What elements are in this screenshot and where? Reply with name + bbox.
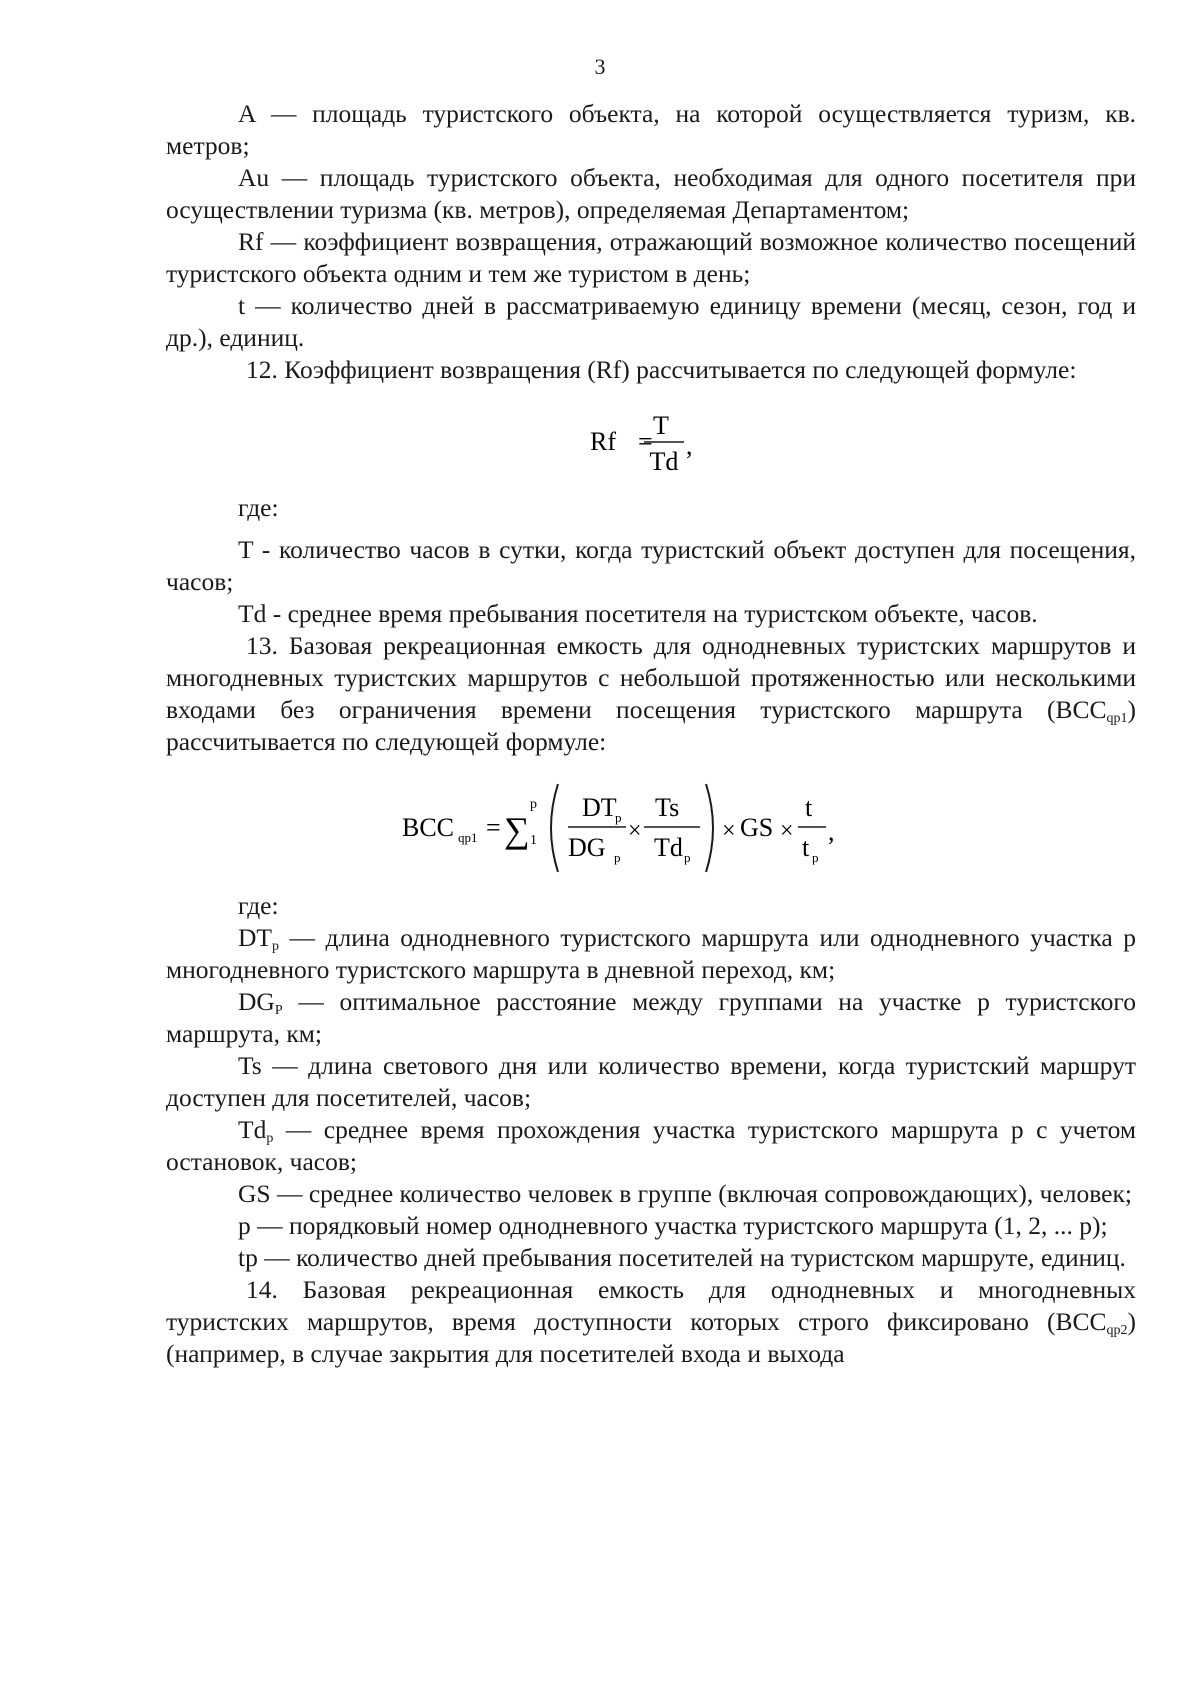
formula-frac3-den: t [802,833,810,862]
definition-ts: Ts — длина светового дня или количество времени, когда туристский маршрут доступен для посетителей, часов; [166,1051,1136,1112]
paragraph-13: 13. Базовая рекреационная емкость для однодневных туристских маршрутов и многодневных туристских маршрутов с небольшой протяженностью или несколькими входами без ограничения времени посещения туристского маршрута $(BCC_{qp1})$ рассчитывается по следующей формуле: [166,631,1136,756]
definition-dgp: $DG_P$ — оптимальное расстояние между группами на участке p туристского маршрута, км; [166,987,1136,1048]
paragraph-14: 14. Базовая рекреационная емкость для однодневных и многодневных туристских маршрутов, время доступности которых строго фиксировано $(BCC_{qp2})$ (например, в случае закрытия для посетителей входа и выхода [166,1275,1136,1368]
formula-bcc-svg [166,770,1136,882]
formula-sum-sup: p [530,797,537,812]
formula-bcc-lhs: BCC [402,813,455,842]
paragraph-Td-definition: Td - среднее время пребывания посетителя на туристском объекте, часов. [238,599,1038,628]
formula-frac1-den-sub: p [614,850,621,865]
paragraph-12: 12. Коэффициент возвращения (Rf) рассчитывается по следующей формуле: [246,355,1077,384]
paragraph-rf-definition: Rf — коэффициент возвращения, отражающий возможное количество посещений туристского объекта одним и тем же туристом в день; [166,227,1136,288]
formula-rf-equals: = [638,427,653,456]
paragraph-au-definition: Au — площадь туристского объекта, необходимая для одного посетителя при осуществлении туризма (кв. метров), определяемая Департаментом; [166,163,1136,224]
formula-sum-sign: ∑ [504,810,530,850]
formula-rf-svg [166,394,1136,486]
where-label-1: где: [238,493,279,522]
document-body [166,98,1136,1370]
formula-times-1: × [628,818,642,844]
definition-gs: GS — среднее количество человек в группе (включая сопровождающих), человек; [238,1179,1132,1208]
formula-bcc-qp1 [166,770,1136,882]
formula-right-paren-shape [706,784,713,872]
formula-bcc-lhs-sub: qp1 [458,830,478,845]
formula-rf-den: Td [649,447,679,476]
formula-bcc-comma: , [828,817,835,846]
formula-rf [166,394,1136,486]
formula-gs: GS [740,813,774,842]
formula-rf-comma: , [686,431,693,460]
formula-rf-lhs: Rf [590,427,616,456]
formula-frac2-den-sub: p [684,850,691,865]
formula-times-3: × [780,818,794,844]
formula-bcc-equals: = [486,813,501,842]
formula-left-paren-shape [551,784,558,872]
paragraph-T-definition: T - количество часов в сутки, когда туристский объект доступен для посещения, часов; [166,535,1136,596]
formula-frac3-num: t [805,793,813,822]
where-label-2: где: [238,891,279,920]
formula-frac1-den: DG [568,833,606,862]
paragraph-t-definition: t — количество дней в рассматриваемую единицу времени (месяц, сезон, год и др.), единиц. [166,291,1136,352]
page-number: 3 [594,54,606,79]
definition-dtp: $DT_p$ — длина однодневного туристского маршрута или однодневного участка p многодневного туристского маршрута в дневной переход, км; [166,923,1136,984]
formula-times-2: × [722,818,736,844]
formula-frac1-num: DT [582,793,617,822]
definition-tp: tp — количество дней пребывания посетителей на туристском маршруте, единиц. [238,1243,1126,1272]
definition-p: p — порядковый номер однодневного участка туристского маршрута (1, 2, ... p); [238,1211,1108,1240]
formula-frac2-num: Ts [655,793,680,822]
formula-frac1-num-sub: p [615,810,622,825]
formula-frac3-den-sub: p [812,850,819,865]
formula-sum-sub: 1 [530,833,537,848]
definition-tdp: $Td_p$ — среднее время прохождения участка туристского маршрута p с учетом остановок, часов; [166,1115,1136,1176]
formula-frac2-den: Td [654,833,683,862]
paragraph-a-definition: A — площадь туристского объекта, на которой осуществляется туризм, кв. метров; [166,99,1136,160]
formula-rf-num: T [653,411,669,440]
